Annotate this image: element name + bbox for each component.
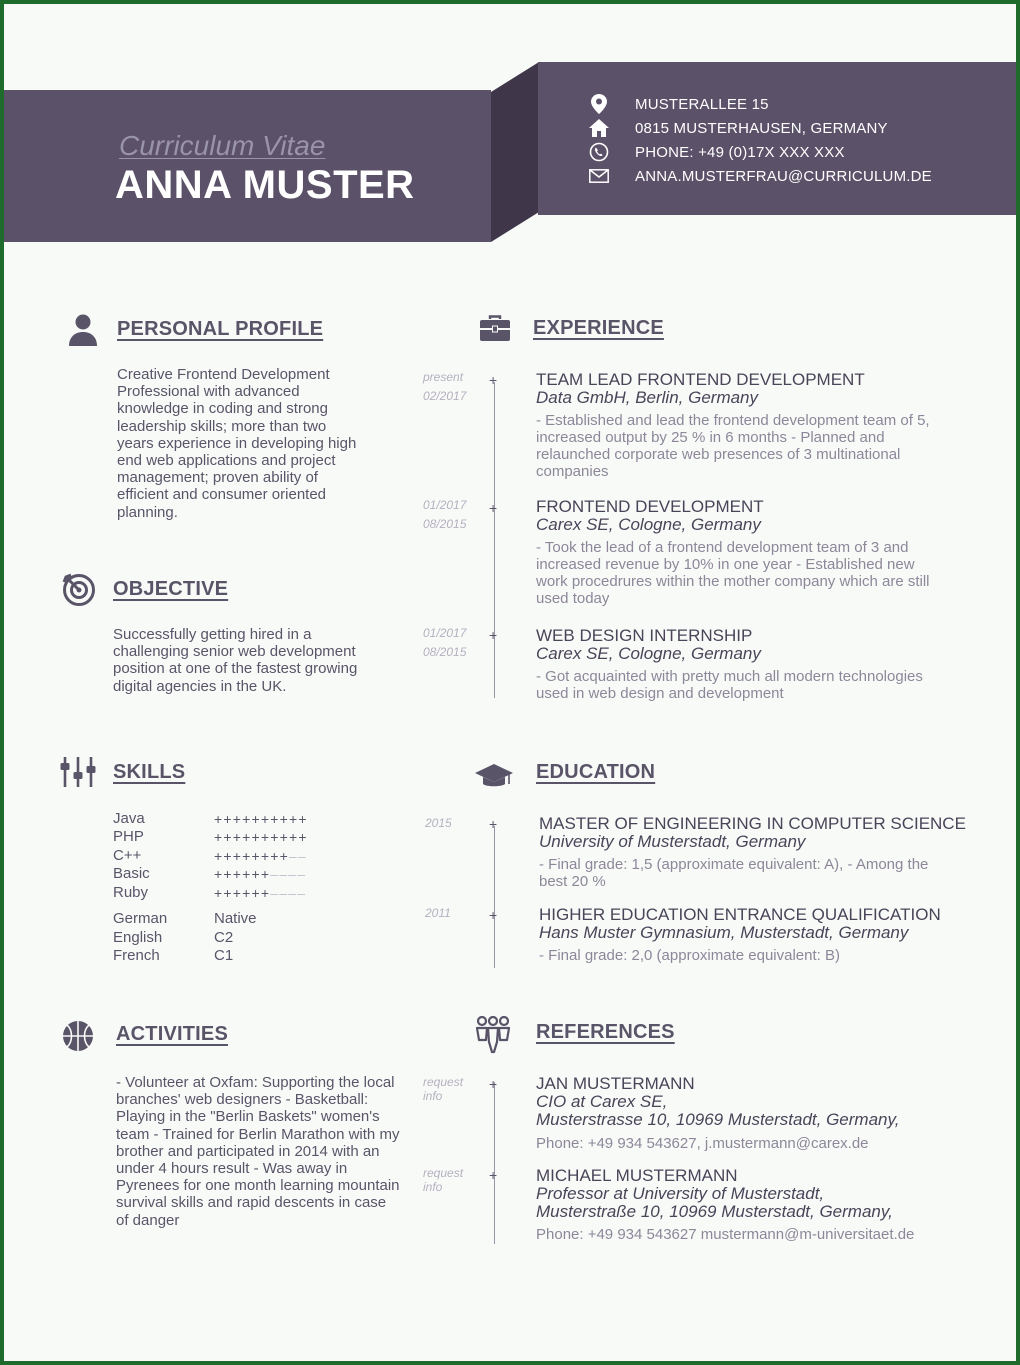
skill-rating: ++++++++++	[214, 829, 308, 845]
graduation-cap-icon	[475, 762, 513, 795]
reference-name: MICHAEL MUSTERMANN	[536, 1166, 738, 1185]
document-subtitle: Curriculum Vitae	[119, 130, 326, 161]
resume-page	[4, 4, 1016, 1361]
envelope-icon	[588, 166, 610, 186]
contact-email: ANNA.MUSTERFRAU@CURRICULUM.DE	[588, 165, 610, 187]
skill-name: PHP	[113, 828, 144, 845]
section-title-education: EDUCATION	[536, 761, 656, 783]
phone-icon	[588, 142, 610, 162]
section-title-experience: EXPERIENCE	[533, 317, 664, 339]
reference-position: Professor at University of Musterstadt,	[536, 1184, 825, 1203]
contact-city: 0815 MUSTERHAUSEN, GERMANY	[588, 117, 610, 139]
job-date-range: 01/2017 08/2015	[423, 626, 467, 659]
reference-position: CIO at Carex SE,	[536, 1092, 668, 1111]
degree-title: MASTER OF ENGINEERING IN COMPUTER SCIENCE	[539, 814, 966, 833]
institution: University of Musterstadt, Germany	[539, 832, 806, 851]
home-icon	[588, 118, 610, 138]
job-company: Data GmbH, Berlin, Germany	[536, 388, 759, 407]
language-name: English	[113, 929, 163, 946]
plus-marker: +	[489, 1076, 498, 1092]
job-title: WEB DESIGN INTERNSHIP	[536, 626, 753, 645]
header-band-fold	[491, 62, 541, 242]
plus-marker: +	[489, 1167, 498, 1183]
location-pin-icon	[588, 94, 610, 114]
institution: Hans Muster Gymnasium, Musterstadt, Germany	[539, 923, 909, 942]
skill-rating: ++++++––––	[214, 885, 307, 901]
section-title-objective: OBJECTIVE	[113, 578, 229, 600]
contact-phone: PHONE: +49 (0)17X XXX XXX	[588, 141, 610, 163]
reference-contact: Phone: +49 934 543627, j.mustermann@carex.de	[536, 1135, 869, 1152]
section-title-activities: ACTIVITIES	[116, 1023, 229, 1045]
education-description: - Final grade: 1,5 (approximate equivalent: A), - Among the best 20 %	[539, 856, 929, 890]
profile-text: Creative Frontend Development Professional with advanced knowledge in coding and strong leadership skills; more than two years experience in developing high end web applications and project management; proven ability of efficient and consumer oriented planning.	[117, 366, 357, 521]
target-icon	[62, 573, 96, 612]
job-description: - Got acquainted with pretty much all modern technologies used in web design and development	[536, 668, 923, 702]
activities-text: - Volunteer at Oxfam: Supporting the local branches' web designers - Basketball: Playing in the "Berlin Baskets" women's team - Trained for Berlin Marathon with my brother and participated in 2014 with an under 4 hours result - Was away in Pyrenees for one month learning mountain survival skills and rapid descents in case of danger	[116, 1074, 400, 1229]
job-date-range: 01/2017 08/2015	[423, 498, 467, 531]
basketball-icon	[62, 1020, 94, 1057]
education-year: 2015	[425, 816, 452, 830]
reference-note: request info	[423, 1166, 464, 1194]
education-timeline	[494, 826, 495, 968]
education-year: 2011	[425, 906, 451, 920]
objective-text: Successfully getting hired in a challenging senior web development position at one of the fastest growing digital agencies in the UK.	[113, 626, 358, 695]
reference-address: Musterstrasse 10, 10969 Musterstadt, Germany,	[536, 1110, 900, 1129]
skill-rating: ++++++––––	[214, 866, 307, 882]
job-description: - Established and lead the frontend development team of 5, increased output by 25 % in 6 months - Planned and relaunched corporate web presences of 3 multinational companies	[536, 412, 930, 480]
plus-marker: +	[489, 627, 498, 643]
plus-marker: +	[489, 816, 498, 832]
language-level: C1	[214, 947, 234, 964]
references-timeline	[494, 1082, 495, 1244]
section-title-profile: PERSONAL PROFILE	[117, 318, 324, 340]
skill-name: Ruby	[113, 884, 149, 901]
person-icon	[69, 314, 97, 351]
language-name: German	[113, 910, 168, 927]
language-name: French	[113, 947, 160, 964]
experience-timeline	[494, 382, 495, 698]
skill-name: C++	[113, 847, 142, 864]
briefcase-icon	[480, 315, 510, 346]
people-icon	[475, 1016, 511, 1059]
skill-rating: ++++++++––	[214, 848, 307, 864]
reference-contact: Phone: +49 934 543627 mustermann@m-universitaet.de	[536, 1226, 915, 1243]
job-title: TEAM LEAD FRONTEND DEVELOPMENT	[536, 370, 865, 389]
job-description: - Took the lead of a frontend development team of 3 and increased revenue by 10% in one year - Established new work procedrures within the mother company which are still used today	[536, 539, 930, 607]
contact-street: MUSTERALLEE 15	[588, 93, 610, 115]
plus-marker: +	[489, 500, 498, 516]
skill-rating: ++++++++++	[214, 811, 308, 827]
skill-name: Java	[113, 810, 145, 827]
sliders-icon	[60, 757, 96, 792]
reference-address: Musterstraße 10, 10969 Musterstadt, Germany,	[536, 1202, 893, 1221]
reference-note: request info	[423, 1075, 464, 1103]
section-title-skills: SKILLS	[113, 761, 186, 783]
plus-marker: +	[489, 372, 498, 388]
job-company: Carex SE, Cologne, Germany	[536, 644, 761, 663]
degree-title: HIGHER EDUCATION ENTRANCE QUALIFICATION	[539, 905, 941, 924]
plus-marker: +	[489, 907, 498, 923]
skill-name: Basic	[113, 865, 150, 882]
education-description: - Final grade: 2,0 (approximate equivalent: B)	[539, 947, 840, 964]
job-company: Carex SE, Cologne, Germany	[536, 515, 761, 534]
job-date-range: present 02/2017	[423, 370, 467, 403]
reference-name: JAN MUSTERMANN	[536, 1074, 695, 1093]
language-level: Native	[214, 910, 257, 927]
job-title: FRONTEND DEVELOPMENT	[536, 497, 764, 516]
language-level: C2	[214, 929, 234, 946]
section-title-references: REFERENCES	[536, 1021, 675, 1043]
person-name: ANNA MUSTER	[115, 163, 415, 207]
